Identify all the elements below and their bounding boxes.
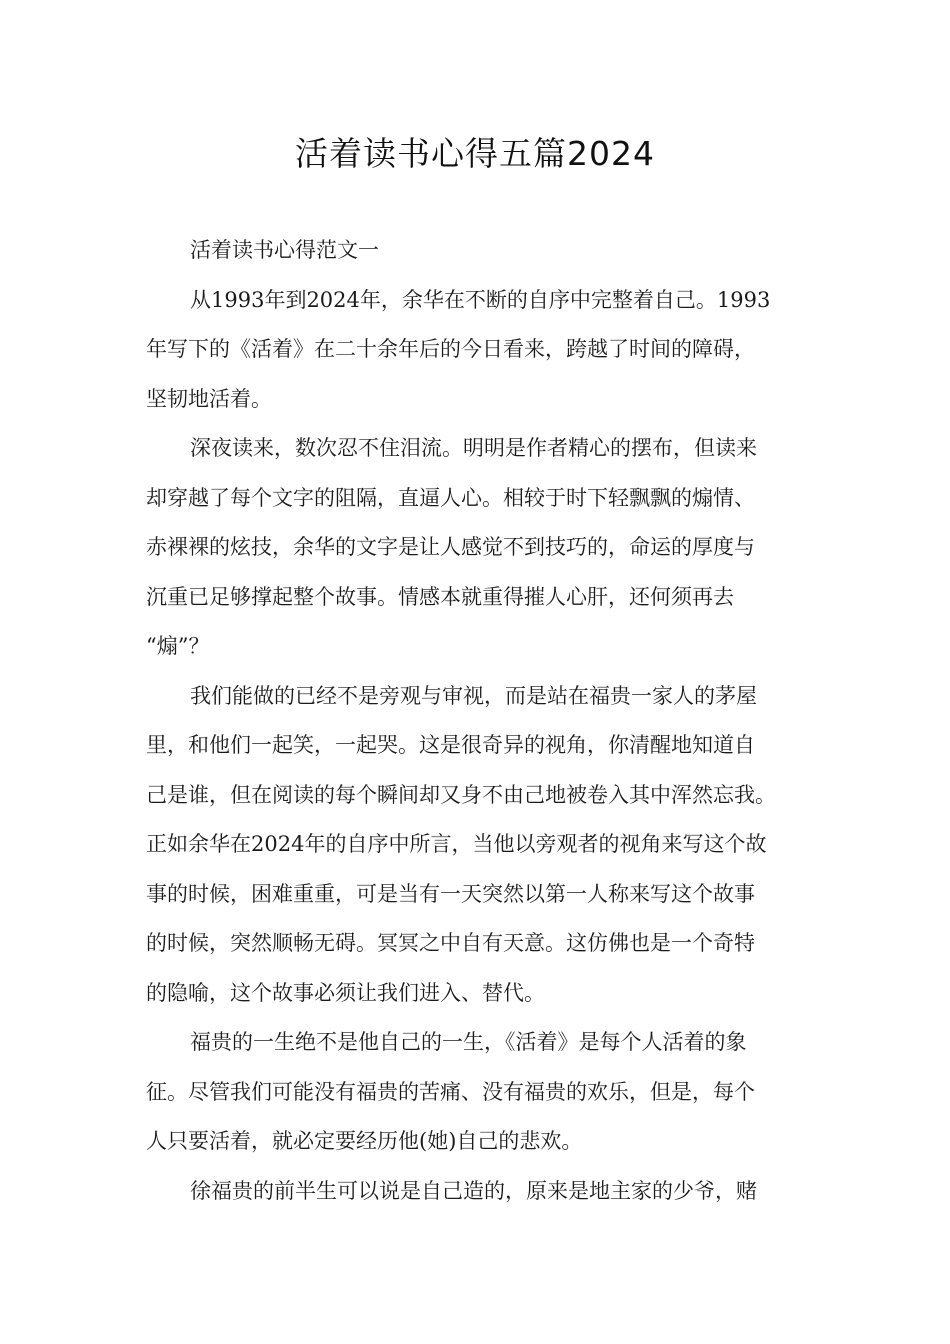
paragraph-2-line-4: 沉重已足够撑起整个故事。情感本就重得摧人心肝，还何须再去 [146, 584, 734, 609]
paragraph-1-line-1: 从1993年到2024年，余华在不断的自序中完整着自己。1993 [190, 287, 771, 312]
paragraph-3-line-4: 正如余华在2024年的自序中所言，当他以旁观者的视角来写这个故 [146, 832, 767, 856]
paragraph-2-line-5: “煽”？ [146, 634, 210, 658]
paragraph-4-line-1: 福贵的一生绝不是他自己的一生，《活着》是每个人活着的象 [190, 1030, 747, 1054]
paragraph-3-line-7: 的隐喻，这个故事必须让我们进入、替代。 [146, 980, 545, 1005]
paragraph-3-line-1: 我们能做的已经不是旁观与审视，而是站在福贵一家人的茅屋 [190, 683, 757, 708]
paragraph-2-line-2: 却穿越了每个文字的阻隔，直逼人心。相较于时下轻飘飘的煽情、 [146, 485, 755, 510]
paragraph-2-line-1: 深夜读来，数次忍不住泪流。明明是作者精心的摆布，但读来 [190, 436, 757, 460]
paragraph-5-line-1: 徐福贵的前半生可以说是自己造的，原来是地主家的少爷，赌 [190, 1178, 757, 1203]
section-heading: 活着读书心得范文一 [190, 238, 379, 262]
paragraph-3-line-2: 里，和他们一起笑，一起哭。这是很奇异的视角，你清醒地知道自 [146, 733, 755, 757]
paragraph-1-line-3: 坚韧地活着。 [146, 386, 272, 411]
document-body [146, 226, 810, 1216]
paragraph-3-line-3: 己是谁，但在阅读的每个瞬间却又身不由己地被卷入其中浑然忘我。 [146, 782, 776, 807]
paragraph-1-line-2: 年写下的《活着》在二十余年后的今日看来，跨越了时间的障碍， [146, 337, 755, 361]
paragraph-3-line-6: 的时候，突然顺畅无碍。冥冥之中自有天意。这仿佛也是一个奇特 [146, 931, 755, 955]
document-title: 活着读书心得五篇2024 [295, 134, 655, 173]
paragraph-2-line-3: 赤裸裸的炫技，余华的文字是让人感觉不到技巧的，命运的厚度与 [146, 535, 755, 559]
paragraph-4-line-2: 征。尽管我们可能没有福贵的苦痛、没有福贵的欢乐，但是，每个 [146, 1079, 755, 1104]
paragraph-4-line-3: 人只要活着，就必定要经历他(她)自己的悲欢。 [146, 1129, 583, 1153]
paragraph-3-line-5: 事的时候，困难重重，可是当有一天突然以第一人称来写这个故事 [146, 881, 755, 906]
